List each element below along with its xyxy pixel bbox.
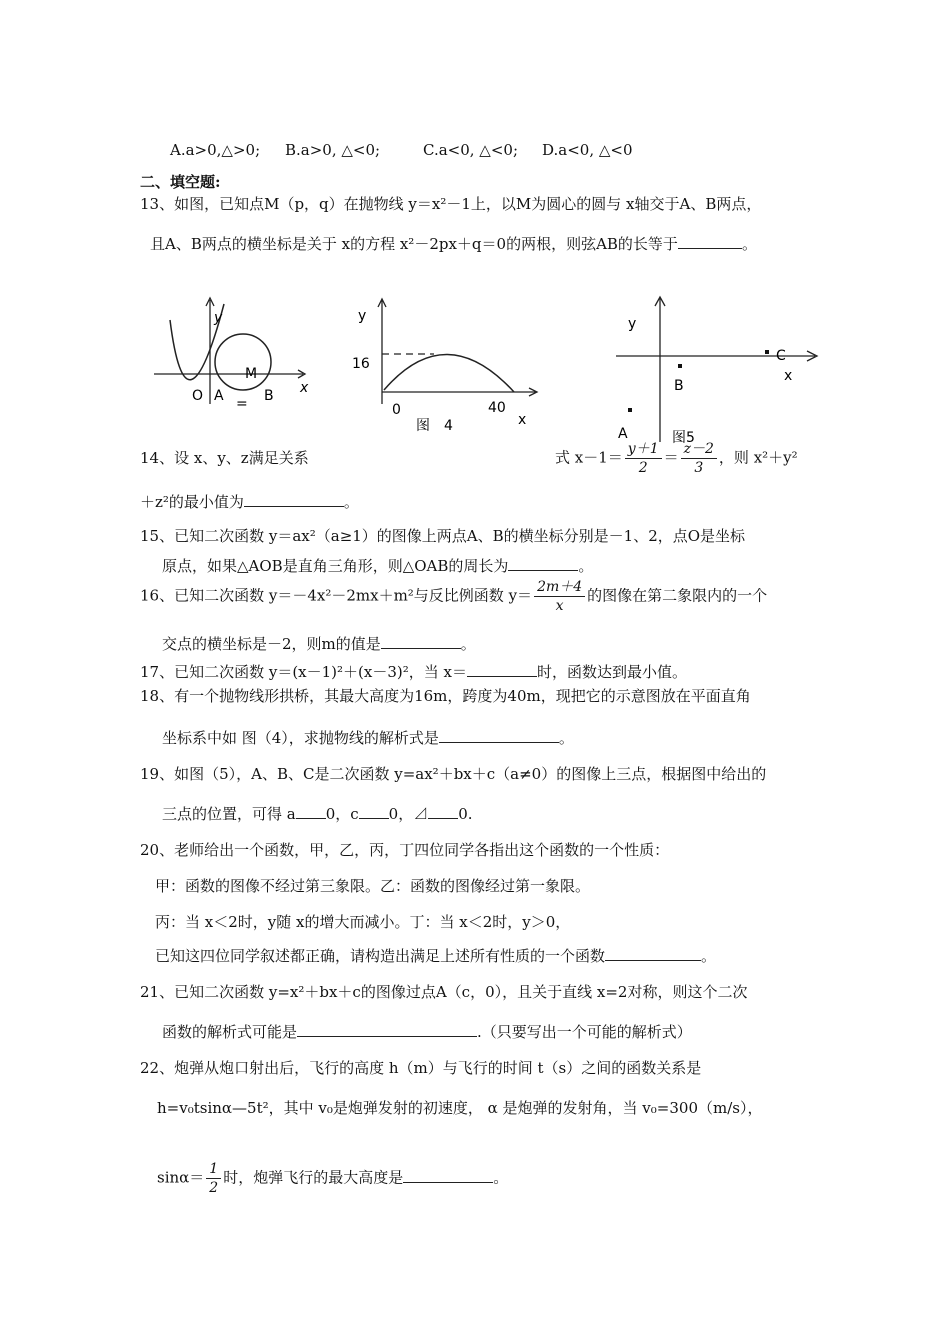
q13-line2 [150, 234, 757, 254]
q13-text: 且A、B两点的横坐标是关于 x的方程 x²－2px＋q＝0的两根，则弦AB的长等于 [150, 235, 678, 253]
q18-answer-blank[interactable] [439, 728, 559, 743]
q22-sin: sinα＝ [157, 1168, 205, 1187]
fig5-label-y: y [628, 316, 637, 332]
q19-line1: 19、如图（5），A、B、C是二次函数 y=ax²＋bx＋c（a≠0）的图像上三点，根据图中给出的 [140, 765, 767, 783]
q19-blank-delta[interactable] [428, 804, 458, 819]
q15-line2 [162, 556, 593, 576]
q13-line1: 13、如图，已知点M（p，q）在抛物线 y＝x²－1上，以M为圆心的圆与 x轴交于A、B两点， [140, 195, 762, 213]
fig5-label-a: A [618, 426, 628, 442]
q22-fraction [206, 1160, 221, 1197]
fig1-label-m: M [245, 366, 258, 382]
fig4-label-0: 0 [392, 402, 401, 418]
fig4-caption: 图 4 [416, 418, 453, 432]
q22-line3 [157, 1160, 508, 1197]
q17-prefix: 17、已知二次函数 y＝(x－1)²＋(x－3)²，当 x＝ [140, 663, 467, 681]
q22-line2: h=v₀tsinα—5t²，其中 v₀是炮弹发射的初速度， α 是炮弹的发射角，当 v₀=300（m/s）， [157, 1099, 763, 1117]
fig1-label-x: x [300, 380, 309, 396]
q16-suffix: 的图像在第二象限内的一个 [587, 586, 768, 605]
q22-f-num: 1 [206, 1160, 221, 1179]
q15-end: 。 [578, 557, 594, 575]
q19-blank-c[interactable] [359, 804, 389, 819]
q18-line2 [162, 728, 574, 748]
q20-line2: 甲：函数的图像不经过第三象限。乙：函数的图像经过第一象限。 [155, 877, 591, 895]
q15-answer-blank[interactable] [508, 556, 578, 571]
q18-end: 。 [558, 729, 574, 747]
q15-line2-text: 原点，如果△AOB是直角三角形，则△OAB的周长为 [162, 557, 509, 575]
q14-line2-text: ＋z²的最小值为 [140, 493, 244, 511]
q12-option-c: C.a<0, △<0; [423, 141, 519, 159]
q21-line1: 21、已知二次函数 y=x²＋bx＋c的图像过点A（c，0），且关于直线 x=2对称，则这个二次 [140, 983, 748, 1001]
fig1-label-b: B [264, 388, 274, 404]
q16-f-num: 2m＋4 [534, 578, 585, 597]
q14-fraction-2 [681, 440, 717, 477]
q20-end: 。 [701, 947, 717, 965]
q17-answer-blank[interactable] [467, 662, 537, 677]
fig5-point-c [765, 350, 769, 354]
q16-line1 [140, 578, 767, 615]
q20-answer-blank[interactable] [605, 946, 701, 961]
figure-parabola-circle [148, 292, 313, 412]
fig5-label-x: x [784, 368, 793, 384]
q15-line1: 15、已知二次函数 y＝ax²（a≥1）的图像上两点A、B的横坐标分别是－1、2，点O是坐标 [140, 527, 746, 545]
fig4-label-40: 40 [488, 400, 506, 416]
q14-f1-den: 2 [638, 460, 648, 476]
section-title: 二、填空题: [140, 173, 221, 191]
fig5-caption: 图5 [672, 430, 695, 444]
q13-answer-blank[interactable] [678, 234, 742, 249]
q16-end: 。 [460, 635, 476, 653]
fig5-label-b: B [674, 378, 684, 394]
fig1-label-eq: = [236, 396, 248, 412]
fig1-label-a: A [214, 388, 224, 404]
q21-line2-text: 函数的解析式可能是 [162, 1023, 298, 1041]
q14-f2-num: z－2 [681, 440, 717, 459]
q14-end: 。 [343, 493, 359, 511]
q20-line3: 丙：当 x＜2时，y随 x的增大而减小。丁：当 x＜2时，y＞0， [155, 913, 571, 931]
q18-line2-text: 坐标系中如 图（4），求抛物线的解析式是 [162, 729, 439, 747]
fig1-label-y: y [214, 310, 223, 326]
q14-eq2: ＝ [663, 448, 679, 467]
q14-equation [555, 440, 798, 477]
q17-suffix: 时，函数达到最小值。 [537, 663, 688, 681]
fig4-label-x: x [518, 412, 527, 428]
q20-line4-text: 已知这四位同学叙述都正确，请构造出满足上述所有性质的一个函数 [155, 947, 606, 965]
q12-option-a: A.a>0,△>0; [170, 141, 261, 159]
fig5-point-a [628, 408, 632, 412]
figure-4-arch [346, 292, 546, 432]
fig4-label-16: 16 [352, 356, 370, 372]
q20-line4 [155, 946, 716, 966]
q19-p2: 0，c [325, 805, 359, 823]
fig4-label-y: y [358, 308, 367, 324]
q22-suffix: 时，炮弹飞行的最大高度是 [223, 1168, 404, 1187]
fig5-point-b [678, 364, 682, 368]
q14-tail: ，则 x²＋y² [718, 448, 798, 467]
fig1-label-o: O [192, 388, 204, 404]
q19-blank-a[interactable] [296, 804, 326, 819]
q19-p3: 0，⊿ [388, 805, 429, 823]
q16-prefix: 16、已知二次函数 y＝－4x²－2mx＋m²与反比例函数 y＝ [140, 586, 533, 605]
q16-f-den: x [555, 598, 564, 614]
q17-line [140, 662, 687, 682]
q18-line1: 18、有一个抛物线形拱桥，其最大高度为16m，跨度为40m，现把它的示意图放在平面直角 [140, 687, 751, 705]
q22-end: 。 [493, 1168, 509, 1187]
q14-f2-den: 3 [694, 460, 704, 476]
q12-option-b: B.a>0, △<0; [285, 141, 381, 159]
q16-line2-text: 交点的横坐标是－2，则m的值是 [162, 635, 381, 653]
q19-p4: 0. [458, 805, 473, 823]
q20-line1: 20、老师给出一个函数，甲，乙，丙，丁四位同学各指出这个函数的一个性质： [140, 841, 670, 859]
q21-answer-blank[interactable] [297, 1022, 477, 1037]
q21-tail: .（只要写出一个可能的解析式） [477, 1023, 692, 1041]
q16-line2 [162, 634, 476, 654]
q12-option-d: D.a<0, △<0 [542, 141, 633, 159]
q14-line2 [140, 492, 359, 512]
fig1-circle [215, 334, 271, 390]
q14-mid: 式 x－1＝ [555, 448, 623, 467]
q16-answer-blank[interactable] [381, 634, 461, 649]
fig5-label-c: C [776, 348, 786, 364]
q19-p1: 三点的位置，可得 a [162, 805, 296, 823]
q14-prefix: 14、设 x、y、z满足关系 [140, 449, 309, 467]
q14-fraction-1 [625, 440, 662, 477]
q14-f1-num: y＋1 [625, 440, 662, 459]
q21-line2 [162, 1022, 692, 1042]
q22-answer-blank[interactable] [403, 1168, 493, 1183]
q13-end: 。 [741, 235, 757, 253]
q22-line1: 22、炮弹从炮口射出后，飞行的高度 h（m）与飞行的时间 t（s）之间的函数关系是 [140, 1059, 702, 1077]
q14-answer-blank[interactable] [244, 492, 344, 507]
fig4-arch [384, 354, 514, 392]
q19-line2 [162, 804, 473, 824]
figure-5-points [610, 292, 825, 444]
q22-f-den: 2 [209, 1180, 219, 1196]
q16-fraction [534, 578, 585, 615]
